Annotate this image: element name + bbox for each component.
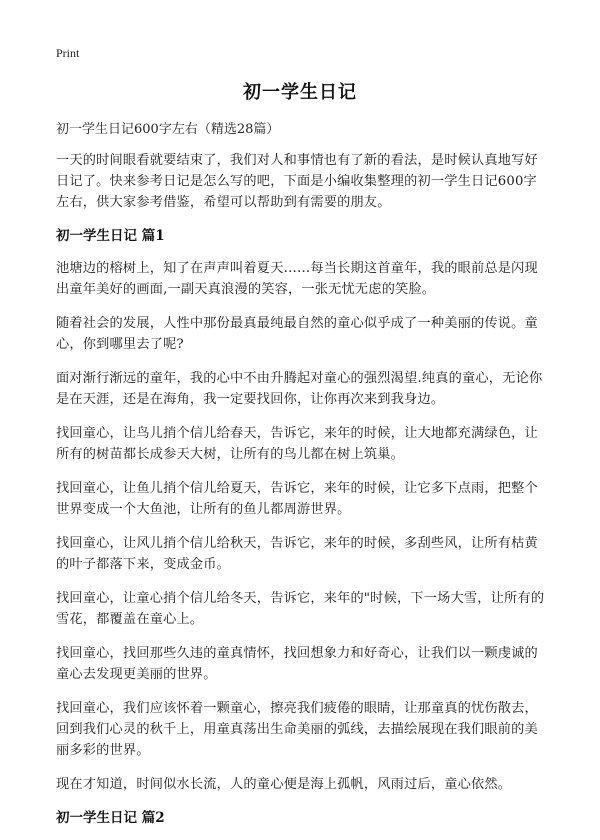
- intro-paragraph: 一天的时间眼看就要结束了，我们对人和事情也有了新的看法，是时候认真地写好日记了。快来参考日记是怎么写的吧，下面是小编收集整理的初一学生日记600字左右，供大家参考借鉴，希望可以帮助到有需要的朋友。: [56, 153, 538, 210]
- subtitle: 初一学生日记600字左右（精选28篇）: [56, 122, 280, 137]
- paragraph: 找回童心，找回那些久违的童真情怀，找回想象力和好奇心，让我们以一颗虔诚的童心去发现更美丽的世界。: [56, 646, 538, 682]
- paragraph: 找回童心，让鱼儿捎个信儿给夏天，告诉它，来年的时候，让它多下点雨，把整个世界变成一个大鱼池，让所有的鱼儿都周游世界。: [56, 481, 538, 517]
- paragraph: 找回童心，让鸟儿捎个信儿给春天，告诉它，来年的时候，让大地都充满绿色，让所有的树苗都长成参天大树，让所有的鸟儿都在树上筑巢。: [56, 426, 538, 462]
- document-body: [56, 121, 548, 840]
- print-label: Print: [56, 46, 80, 60]
- section-heading-1: 初一学生日记 篇1: [56, 228, 165, 244]
- page-title: 初一学生日记: [243, 82, 357, 103]
- paragraph: 找回童心，我们应该怀着一颗童心，擦亮我们疲倦的眼睛，让那童真的忧伤散去，回到我们心灵的秋千上，用童真荡出生命美丽的弧线，去描绘展现在我们眼前的美丽多彩的世界。: [56, 701, 538, 758]
- section-heading-2: 初一学生日记 篇2: [56, 810, 165, 826]
- paragraph: 面对渐行渐远的童年，我的心中不由升腾起对童心的强烈渴望.纯真的童心，无论你是在天涯，还是在海角，我一定要找回你，让你再次来到我身边。: [56, 371, 543, 407]
- paragraph: 找回童心，让童心捎个信儿给冬天，告诉它，来年的"时候，下一场大雪，让所有的雪花，都覆盖在童心上。: [56, 591, 545, 627]
- paragraph: 池塘边的榕树上，知了在声声叫着夏天……每当长期这首童年，我的眼前总是闪现出童年美好的画面,一副天真浪漫的笑容，一张无忧无虑的笑脸。: [56, 261, 538, 297]
- paragraph: 现在才知道，时间似水长流，人的童心便是海上孤帆，风雨过后，童心依然。: [56, 777, 512, 792]
- paragraph: 随着社会的发展，人性中那份最真最纯最自然的童心似乎成了一种美丽的传说。童心，你到哪里去了呢?: [56, 316, 538, 352]
- paragraph: 找回童心，让风儿捎个信儿给秋天，告诉它，来年的时候，多刮些风，让所有枯黄的叶子都落下来，变成金币。: [56, 536, 538, 572]
